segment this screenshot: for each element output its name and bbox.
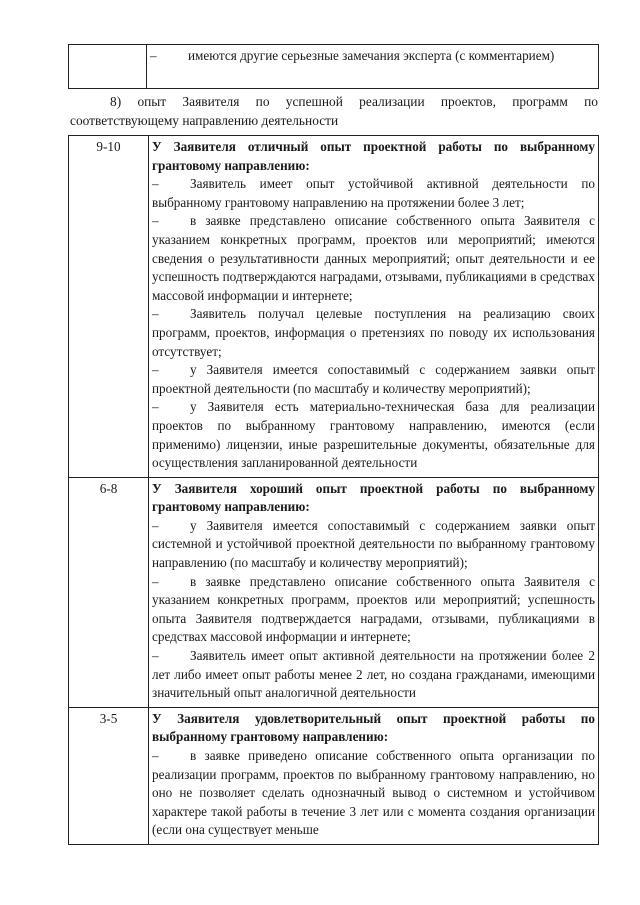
dash-marker: –: [152, 573, 159, 589]
criteria-item-text: в заявке представлено описание собственного опыта Заявителя с указанием конкретных программ, проектов или мероприятий; успешность опыта Заявителя подтверждается наградами, отзывами, публикациями в средствах массовой информации и интернете;: [152, 573, 595, 645]
criteria-item: [152, 517, 595, 573]
criteria-item: [152, 573, 595, 647]
criteria-heading: У Заявителя удовлетворительный опыт проектной работы по выбранному грантовому направлению:: [152, 710, 595, 745]
criteria-table: [68, 135, 599, 845]
dash-marker: –: [152, 399, 159, 415]
criteria-item: [152, 361, 595, 398]
criteria-item: [152, 305, 595, 361]
table-row: [69, 707, 599, 844]
score-cell: 3-5: [69, 707, 149, 844]
criteria-cell: [149, 477, 599, 707]
dash-marker: –: [152, 748, 159, 763]
criteria-item: [152, 212, 595, 305]
score-cell-empty: [69, 45, 147, 89]
criteria-item: [152, 175, 595, 212]
criteria-item-text: Заявитель получал целевые поступления на реализацию своих программ, проектов, информация о претензиях по поводу их использования отсутствует;: [152, 306, 595, 359]
table-row: [69, 45, 599, 89]
criteria-item-text: в заявке представлено описание собственного опыта Заявителя с указанием конкретных программ, проектов или мероприятий; имеются сведения о результативности данных мероприятий; опыт деятельности и ее успешность подтверждаются наградами, отзывами, публикациями в средствах массовой информации и интернете;: [152, 213, 595, 303]
table-row: [69, 477, 599, 707]
section-title: 8) опыт Заявителя по успешной реализации проектов, программ по соответствующему направлению деятельности: [70, 94, 598, 128]
criteria-heading: У Заявителя хороший опыт проектной работы по выбранному грантовому направлению:: [152, 480, 595, 515]
dash-marker: –: [152, 306, 159, 322]
criteria-item-text: имеются другие серьезные замечания эксперта (с комментарием): [188, 48, 555, 63]
dash-marker: –: [152, 176, 159, 192]
criteria-item: [150, 47, 595, 66]
criteria-item-text: Заявитель имеет опыт устойчивой активной деятельности по выбранному грантовому направлению на протяжении более 3 лет;: [152, 176, 595, 210]
criteria-item-text: у Заявителя есть материально-техническая база для реализации проектов по выбранному грантовому направлению, имеются (если применимо) лицензии, иные разрешительные документы, обязательные для осуществления запланированной деятельности: [152, 399, 595, 471]
criteria-item-text: в заявке приведено описание собственного опыта организации по реализации программ, проектов по выбранному грантовому направлению, но оно не позволяет сделать однозначный вывод о системном и устойчивом характере такой работы в течение 3 лет или с момента создания организации (если она существует меньше: [152, 748, 595, 838]
criteria-item-text: у Заявителя имеется сопоставимый с содержанием заявки опыт системной и устойчивой проектной деятельности по выбранному грантовому направлению (по масштабу и количеству мероприятий);: [152, 517, 595, 571]
dash-marker: –: [152, 213, 159, 229]
criteria-item: [152, 747, 595, 840]
criteria-cell: [147, 45, 599, 89]
criteria-item: [152, 647, 595, 703]
criteria-cell: [149, 707, 599, 844]
criteria-item-text: Заявитель имеет опыт активной деятельности на протяжении более 2 лет либо имеет опыт работы менее 2 лет, но создана гражданами, имеющими значительный опыт аналогичной деятельности: [152, 648, 595, 701]
dash-marker: –: [152, 362, 159, 378]
criteria-cell: [149, 136, 599, 478]
criteria-heading: У Заявителя отличный опыт проектной работы по выбранному грантовому направлению:: [152, 139, 595, 173]
criteria-table-continuation: [68, 44, 599, 89]
table-row: [69, 136, 599, 478]
score-cell: 9-10: [69, 136, 149, 478]
dash-marker: –: [152, 517, 159, 533]
score-cell: 6-8: [69, 477, 149, 707]
criteria-item: [152, 398, 595, 472]
criteria-item-text: у Заявителя имеется сопоставимый с содержанием заявки опыт проектной деятельности (по масштабу и количеству мероприятий);: [152, 362, 595, 396]
dash-marker: –: [150, 48, 157, 63]
dash-marker: –: [152, 648, 159, 664]
